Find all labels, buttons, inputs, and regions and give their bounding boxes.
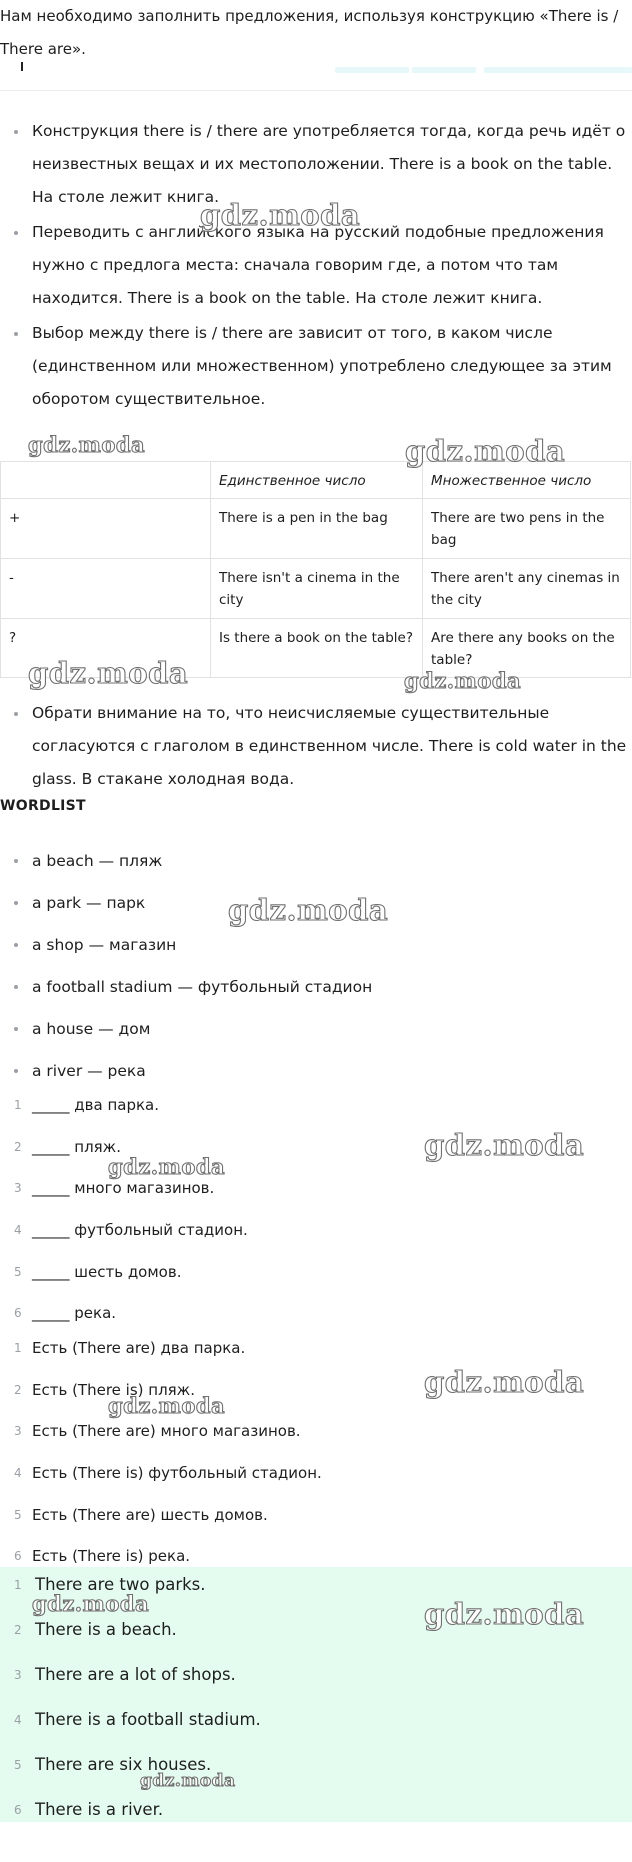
table-cell: ? <box>1 619 211 678</box>
filled-task-item: 1 Есть (There are) два парка. <box>14 1339 246 1357</box>
table-cell: Is there a book on the table? <box>211 619 423 678</box>
bullet-icon <box>14 1069 18 1073</box>
watermark: gdz.moda <box>424 1128 585 1162</box>
rule-item: Выбор между there is / there are зависит от того, в каком числе (единственном или множественном) употреблено следующее за этим оборотом существительное. <box>0 317 632 416</box>
table-cell: + <box>1 499 211 559</box>
watermark: gdz.moda <box>405 434 566 468</box>
table-cell: There isn't a cinema in the city <box>211 559 423 619</box>
tab-placeholder[interactable] <box>412 67 476 73</box>
watermark: gdz.moda <box>140 1771 236 1791</box>
table-row <box>1 499 631 559</box>
table-header-cell: Единственное число <box>211 462 423 499</box>
watermark: gdz.moda <box>108 1393 226 1418</box>
bullet-icon <box>14 130 18 134</box>
rules-list <box>0 115 632 416</box>
table-cell: - <box>1 559 211 619</box>
table-header-cell <box>1 462 211 499</box>
table-row <box>1 559 631 619</box>
watermark: gdz.moda <box>424 1365 585 1399</box>
filled-task-item: 5 Есть (There are) шесть домов. <box>14 1505 268 1524</box>
bullet-icon <box>14 985 18 989</box>
word-item: a house — дом <box>0 1008 632 1050</box>
word-item: a beach — пляж <box>0 840 632 882</box>
word-item: a river — река <box>0 1050 632 1092</box>
note-list <box>0 697 632 796</box>
watermark: gdz.moda <box>200 198 361 232</box>
table-cell: There aren't any cinemas in the city <box>423 559 631 619</box>
table-header-cell: Множественное число <box>423 462 631 499</box>
watermark: gdz.moda <box>228 893 389 927</box>
bullet-icon <box>14 943 18 947</box>
word-item: a football stadium — футбольный стадион <box>0 966 632 1008</box>
answer-item: 3 There are a lot of shops. <box>14 1665 236 1684</box>
filled-task-item: 6 Есть (There is) река. <box>14 1547 191 1566</box>
note-item: Обрати внимание на то, что неисчисляемые существительные согласуются с глаголом в единственном числе. There is cold water in the glass. В стакане холодная вода. <box>0 697 632 796</box>
watermark: gdz.moda <box>28 656 189 690</box>
divider <box>0 90 632 91</box>
table-cell: There are two pens in the bag <box>423 499 631 559</box>
bullet-icon <box>14 901 18 905</box>
text-caret <box>21 62 23 71</box>
word-item: a park — парк <box>0 882 632 924</box>
wordlist <box>0 840 632 1092</box>
bullet-icon <box>14 712 18 716</box>
watermark: gdz.moda <box>28 432 146 457</box>
answer-item: 2 There is a beach. <box>14 1620 177 1639</box>
filled-task-item: 2 Есть (There is) пляж. <box>14 1380 195 1399</box>
task-item: 4 _____ футбольный стадион. <box>14 1221 248 1240</box>
bullet-icon <box>14 1027 18 1031</box>
task-item: 3 _____ много магазинов. <box>14 1179 215 1198</box>
rule-item: Переводить с английского языка на русский подобные предложения нужно с предлога места: сначала говорим где, а потом что там находится. There is a book on the table. На столе лежит книга. <box>0 216 632 315</box>
answer-item: 6 There is a river. <box>14 1800 164 1819</box>
grammar-table <box>0 461 631 678</box>
rule-item: Конструкция there is / there are употребляется тогда, когда речь идёт о неизвестных вещах и их местоположении. There is a book on the table. На столе лежит книга. <box>0 115 632 214</box>
filled-task-item: 3 Есть (There are) много магазинов. <box>14 1422 301 1441</box>
tab-placeholder[interactable] <box>335 67 409 73</box>
bullet-icon <box>14 231 18 235</box>
answer-item: 5 There are six houses. <box>14 1755 212 1774</box>
task-item: 2 _____ пляж. <box>14 1137 121 1156</box>
watermark: gdz.moda <box>404 668 522 693</box>
answer-item: 4 There is a football stadium. <box>14 1710 261 1729</box>
answer-item: 1 There are two parks. <box>14 1575 206 1594</box>
task-item: 6 _____ река. <box>14 1304 117 1323</box>
bullet-icon <box>14 332 18 336</box>
task-item: 1 _____ два парка. <box>14 1096 159 1114</box>
watermark: gdz.moda <box>32 1591 150 1616</box>
task-intro: Нам необходимо заполнить предложения, используя конструкцию «There is / There are». <box>0 7 619 58</box>
tab-placeholder[interactable] <box>484 67 632 73</box>
wordlist-heading: WORDLIST <box>0 798 86 814</box>
filled-task-item: 4 Есть (There is) футбольный стадион. <box>14 1464 322 1483</box>
bullet-icon <box>14 859 18 863</box>
watermark: gdz.moda <box>108 1154 226 1179</box>
watermark: gdz.moda <box>424 1597 585 1631</box>
table-cell: There is a pen in the bag <box>211 499 423 559</box>
word-item: a shop — магазин <box>0 924 632 966</box>
table-cell: Are there any books on the table? <box>423 619 631 678</box>
task-item: 5 _____ шесть домов. <box>14 1262 182 1281</box>
